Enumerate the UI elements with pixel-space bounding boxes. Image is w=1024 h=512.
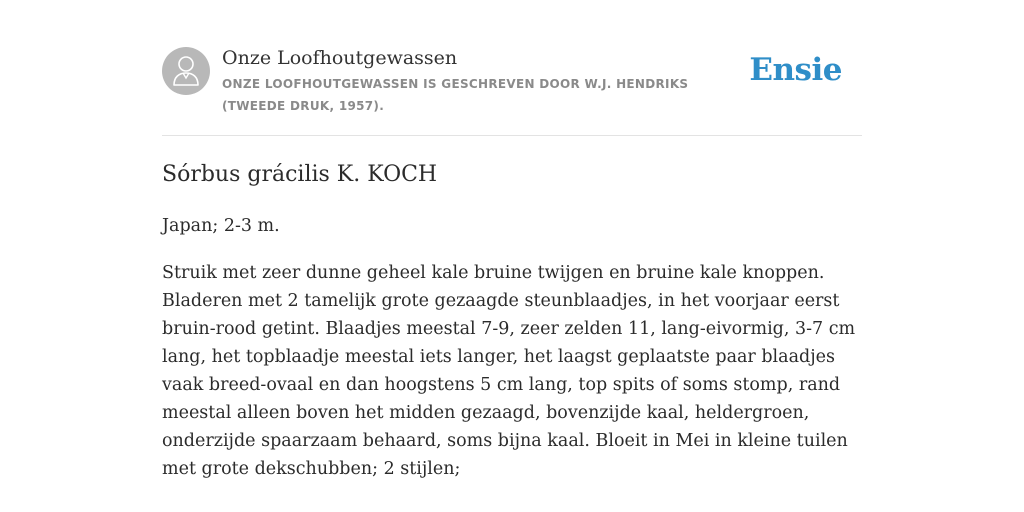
entry-content: [162, 212, 862, 502]
entry-title: Sórbus grácilis K. KOCH: [162, 162, 438, 187]
source-avatar: [162, 47, 210, 95]
source-title[interactable]: Onze Loofhoutgewassen: [222, 47, 458, 69]
source-header: [162, 46, 862, 116]
entry-paragraph: Struik met zeer dunne geheel kale bruine twijgen en bruine kale knoppen. Bladeren met 2 tamelijk grote gezaagde steunblaadjes, in het voorjaar eerst bruin-rood getint. Blaadjes meestal 7-9, zeer zelden 11, lang-eivormig, 3-7 cm lang, het topblaadje meestal iets langer, het laagst geplaatste paar blaadjes vaak breed-ovaal en dan hoogstens 5 cm lang, top spits of soms stomp, rand meestal alleen boven het midden gezaagd, bovenzijde kaal, heldergroen, onderzijde spaarzaam behaard, soms bijna kaal. Bloeit in Mei in kleine tuilen met grote dekschubben; 2 stijlen;: [162, 263, 856, 479]
user-icon: [162, 47, 210, 95]
header-divider: [162, 135, 862, 136]
ensie-logo[interactable]: Ensie: [749, 52, 842, 88]
entry-paragraph: Japan; 2-3 m.: [162, 216, 280, 236]
source-description: ONZE LOOFHOUTGEWASSEN IS GESCHREVEN DOOR W.J. HENDRIKS (TWEEDE DRUK, 1957).: [222, 77, 689, 113]
